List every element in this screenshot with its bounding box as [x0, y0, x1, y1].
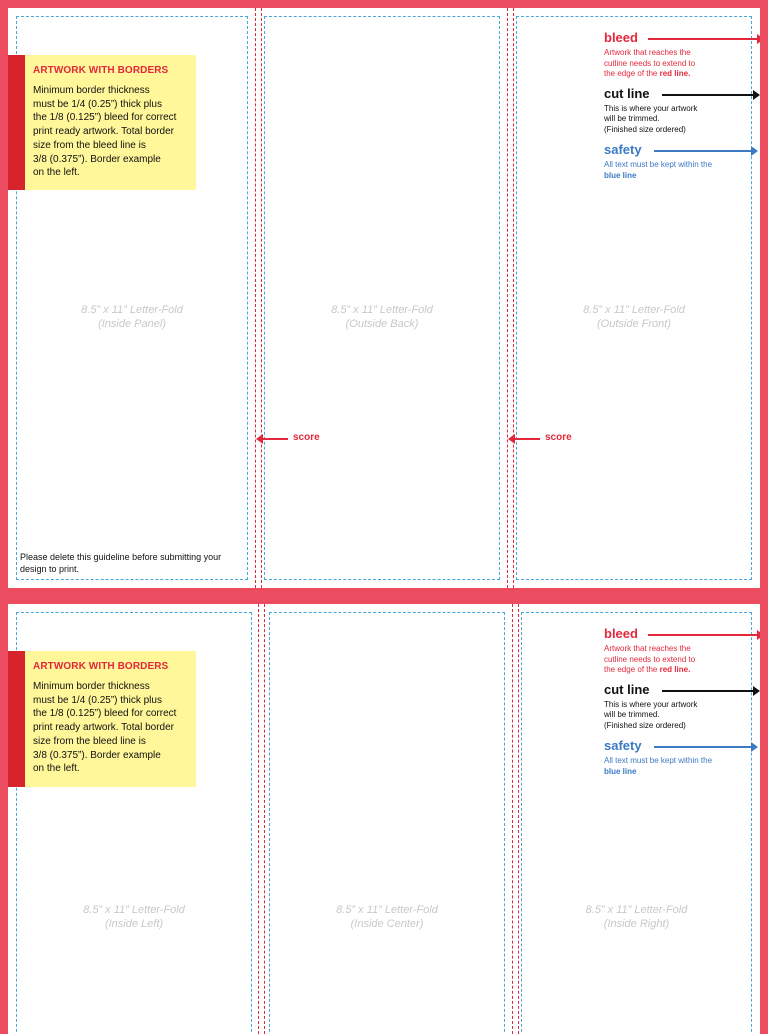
legend-cut-line: cut line	[604, 86, 760, 103]
fold-bleed-line	[512, 604, 513, 1034]
note-body: Minimum border thickness must be 1/4 (0.25”) thick plus the 1/8 (0.125”) bleed for correct print ready artwork. Total border size from the bleed line is 3/8 (0.375”). Border example on the left.	[33, 85, 177, 179]
cut-arrow-icon	[662, 690, 758, 692]
legend-safety-desc: All text must be kept within the blue line	[604, 160, 713, 180]
panel-label: 8.5” x 11” Letter-Fold (Outside Front)	[583, 304, 685, 330]
panel-label: 8.5” x 11” Letter-Fold (Outside Back)	[331, 304, 433, 330]
safety-arrow-icon	[654, 746, 756, 748]
legend-safety: safety	[604, 142, 760, 159]
note-title: ARTWORK WITH BORDERS	[33, 661, 169, 672]
legend-safety: safety	[604, 738, 760, 755]
legend-bleed: bleed	[604, 626, 760, 643]
score-arrow-icon	[510, 438, 540, 440]
note-title: ARTWORK WITH BORDERS	[33, 65, 169, 76]
fold-bleed-line	[513, 8, 514, 588]
fold-bleed-line	[264, 604, 265, 1034]
artwork-borders-note	[25, 55, 196, 190]
bleed-arrow-icon	[648, 38, 760, 40]
legend-bleed: bleed	[604, 30, 760, 47]
border-example-tab	[8, 55, 25, 190]
legend-cut-desc: This is where your artwork will be trimmed. (Finished size ordered)	[604, 699, 698, 730]
fold-bleed-line	[261, 8, 262, 588]
fold-bleed-line	[258, 604, 259, 1034]
note-body: Minimum border thickness must be 1/4 (0.25”) thick plus the 1/8 (0.125”) bleed for correct print ready artwork. Total border size from the bleed line is 3/8 (0.375”). Border example on the left.	[33, 681, 177, 775]
bleed-arrow-icon	[648, 634, 760, 636]
legend-bleed-desc: Artwork that reaches the cutline needs to extend to the edge of the red line.	[604, 644, 696, 674]
legend-cut-line: cut line	[604, 682, 760, 699]
delete-guideline-note: Please delete this guideline before submitting your design to print.	[20, 552, 222, 574]
panel-label: 8.5” x 11” Letter-Fold (Inside Left)	[83, 904, 185, 930]
panel-label: 8.5” x 11” Letter-Fold (Inside Center)	[336, 904, 438, 930]
template-sheet-1: ARTWORK WITH BORDERS Minimum border thickness must be 1/4 (0.25”) thick plus the 1/8 (0.125”) bleed for correct print ready artwork. Total border size from the bleed line is 3/8 (0.375”). Border example on the left. 8.5” x 11” Letter-Fold (Inside Panel) 8.5” x 11” Letter-Fold (Outside Back) 8.5” x 11” Letter-Fold (Outside Front) score score Please delete this guideline before submitting your design to print. bleed Artwork that reaches the cutline needs to extend to the edge of the red line. cut line This is where your artwork will be trimmed. (Finished size ordered) safety All text must be kept within the blue line	[8, 8, 760, 588]
legend-safety-desc: All text must be kept within the blue line	[604, 756, 713, 776]
line-legend	[604, 30, 760, 181]
panel-label: 8.5” x 11” Letter-Fold (Inside Panel)	[81, 304, 183, 330]
panel-label: 8.5” x 11” Letter-Fold (Inside Right)	[585, 904, 688, 930]
legend-cut-desc: This is where your artwork will be trimmed. (Finished size ordered)	[604, 103, 698, 134]
safety-arrow-icon	[654, 150, 756, 152]
cut-arrow-icon	[662, 94, 758, 96]
score-arrow-icon	[258, 438, 288, 440]
fold-bleed-line	[507, 8, 508, 588]
border-example-tab	[8, 651, 25, 787]
safety-box-panel-2	[269, 612, 505, 1034]
fold-bleed-line	[518, 604, 519, 1034]
safety-box-panel-2	[264, 16, 500, 580]
fold-bleed-line	[255, 8, 256, 588]
artwork-borders-note	[25, 651, 196, 787]
line-legend	[604, 626, 760, 777]
template-sheet-2	[8, 604, 760, 1034]
legend-bleed-desc: Artwork that reaches the cutline needs to extend to the edge of the red line.	[604, 48, 696, 78]
